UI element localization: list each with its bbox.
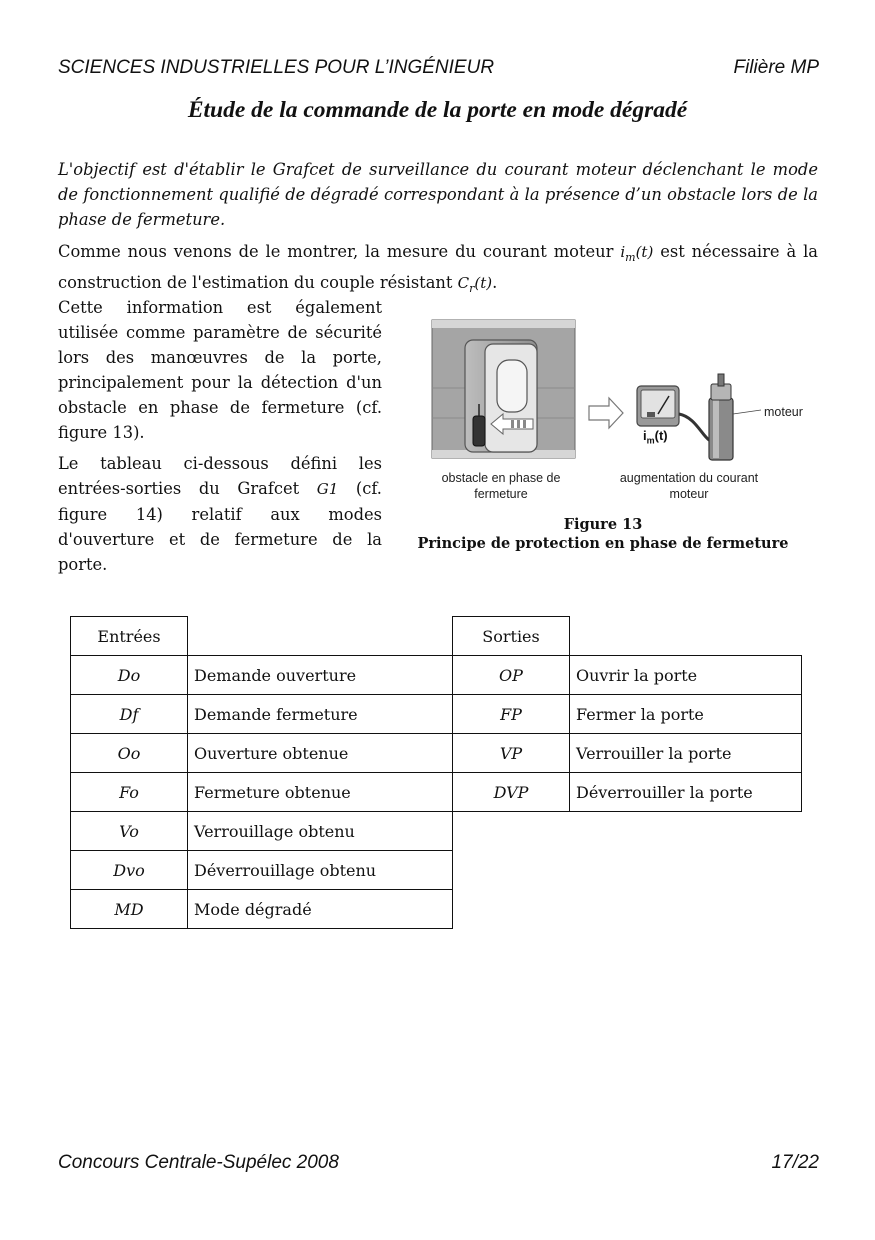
input-symbol: Fo [71,773,188,812]
outputs-header: Sorties [453,617,570,656]
paragraph-security: Cette information est également utilisée comme paramètre de sécurité lors des manœuvres de la porte, principalement pour la détection d'un obstacle en phase de fermeture (cf. figure 13). [58,298,382,442]
p2-text-end: . [492,273,498,292]
page-title: Étude de la commande de la porte en mode dégradé [187,97,688,123]
input-description: Mode dégradé [188,890,453,929]
input-symbol: MD [71,890,188,929]
figure-label-current: $i_m(t)$ [643,428,668,446]
output-description: Fermer la porte [570,695,802,734]
table-row [71,812,802,851]
io-table [70,616,802,929]
table-row [71,851,802,890]
figure-caption [400,515,806,553]
header-left: SCIENCES INDUSTRIELLES POUR L’INGÉNIEUR [58,57,495,78]
output-symbol: VP [453,734,570,773]
table-row [71,656,802,695]
figure-label-moteur: moteur [764,405,803,419]
output-symbol: OP [453,656,570,695]
door-panel [432,320,575,458]
p2-text-before: Comme nous venons de le montrer, la mesure du courant moteur [58,242,621,261]
input-symbol: Oo [71,734,188,773]
figure-caption-text: Principe de protection en phase de fermeture [417,535,789,552]
p4-text-before: Le tableau ci-dessous défini les entrées-sorties du Grafcet [58,454,382,498]
input-description: Demande ouverture [188,656,453,695]
table-row [71,890,802,929]
output-description: Déverrouiller la porte [570,773,802,812]
table-row [71,773,802,812]
figure-label-augmentation: augmentation du courant moteur [619,471,759,501]
math-cr: $C_r(t)$ [457,274,493,295]
table-row [71,734,802,773]
footer-page-number: 17/22 [771,1152,819,1173]
output-symbol: FP [453,695,570,734]
input-symbol: Df [71,695,188,734]
math-grafcet-g1: G1 [316,480,339,498]
input-description: Déverrouillage obtenu [188,851,453,890]
figure-caption-number: Figure 13 [563,516,643,533]
input-description: Verrouillage obtenu [188,812,453,851]
paragraph-current-measure [58,239,818,301]
input-symbol: Dvo [71,851,188,890]
input-symbol: Do [71,656,188,695]
footer-left: Concours Centrale-Supélec 2008 [58,1152,339,1173]
inputs-header: Entrées [71,617,188,656]
paragraph-table-intro [58,451,382,577]
header-right: Filière MP [733,57,819,78]
transition-arrow-icon [589,398,623,428]
figure-label-obstacle: obstacle en phase de fermeture [441,471,561,501]
intro-paragraph: L'objectif est d'établir le Grafcet de surveillance du courant moteur déclenchant le mode de fonctionnement qualifié de dégradé correspondant à la présence d’un obstacle lors de la phase de fermeture. [58,160,818,229]
input-description: Ouverture obtenue [188,734,453,773]
motor-icon [709,374,761,460]
ammeter-icon [637,386,679,426]
output-description: Verrouiller la porte [570,734,802,773]
input-description: Demande fermeture [188,695,453,734]
input-symbol: Vo [71,812,188,851]
p4-text-after: (cf. figure 14) relatif aux modes d'ouverture et de fermeture de la porte. [58,479,382,574]
table-row [71,695,802,734]
figure-13-illustration [425,318,815,468]
output-description: Ouvrir la porte [570,656,802,695]
math-im: $i_m(t)$ [620,243,654,264]
output-symbol: DVP [453,773,570,812]
p2-text-middle: est nécessaire à la construction de l'estimation du couple résistant [58,242,818,292]
table-header-row [71,617,802,656]
input-description: Fermeture obtenue [188,773,453,812]
